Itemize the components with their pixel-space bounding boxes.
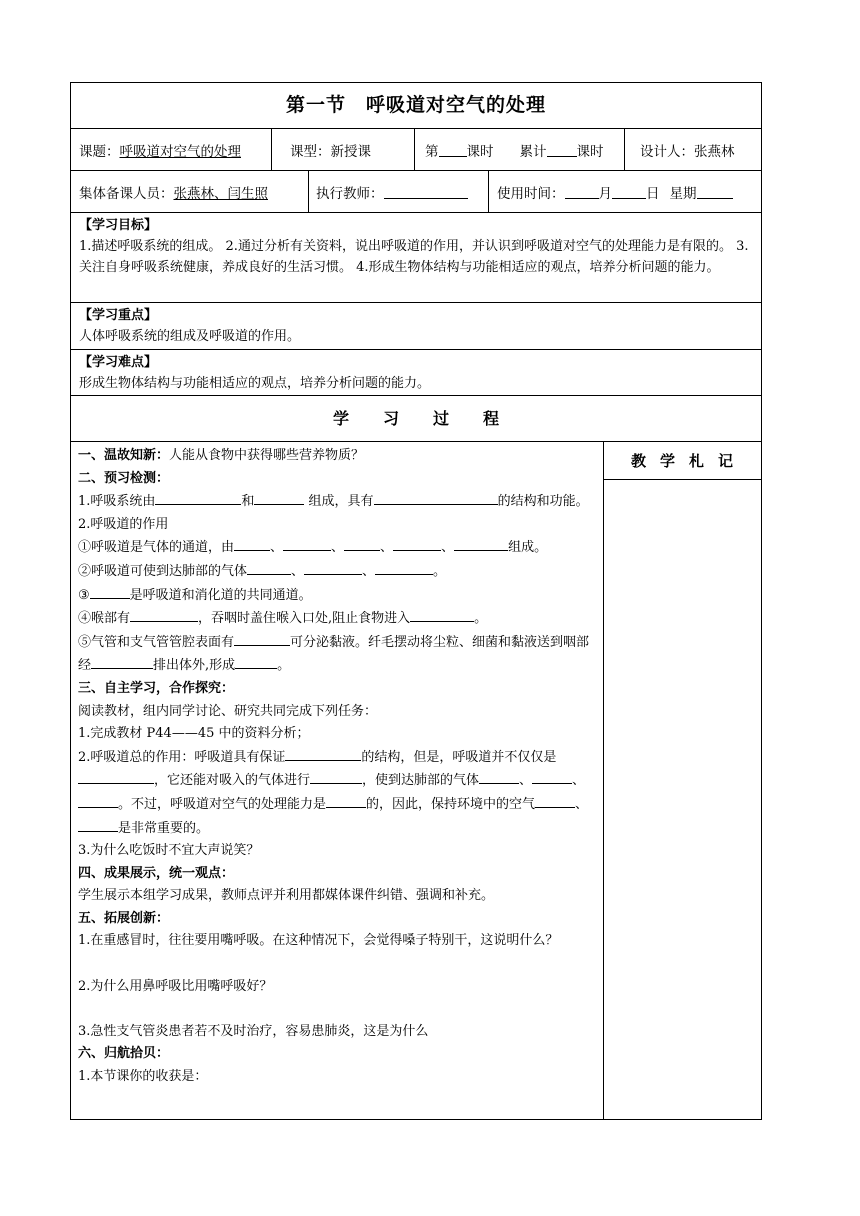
preview-heading: 二、预习检测： (78, 470, 170, 486)
collective-value: 张燕林、闫生照 (173, 185, 268, 202)
teacher-label: 执行教师： (316, 185, 384, 202)
collective-label: 集体备课人员： (79, 185, 174, 202)
key-points-section (71, 303, 761, 350)
explore-heading: 三、自主学习，合作探究： (78, 680, 235, 696)
difficulties-heading: 【学习难点】 (79, 355, 158, 370)
topic-cell (79, 129, 241, 170)
notes-title: 教学札记 (603, 442, 761, 480)
info-row-1 (71, 129, 761, 171)
objectives-text: 1.描述呼吸系统的组成。 2.通过分析有关资料，说出呼吸道的作用，并认识到呼吸道对空气的处理能力是有限的。 3. 关注自身呼吸系统健康，养成良好的生活习惯。 4.形成生物体结构与功能相适应的观点，培养分析问题的能力。 (79, 239, 749, 275)
lesson-type: 课型：新授课 (290, 143, 371, 160)
objectives-section (71, 213, 761, 303)
preview-q2-5: ⑤气管和支气管管腔表面有 可分泌黏液。纤毛摆动将尘粒、细菌和黏液送到咽部经 排出体外,形成 。 (78, 631, 597, 678)
lesson-count-prefix: 第 (425, 143, 439, 160)
extend-q3: 3.急性支气管炎患者若不及时治疗，容易患肺炎，这是为什么 (78, 1023, 429, 1039)
show-heading: 四、成果展示，统一观点： (78, 865, 235, 881)
day-label: 日 (646, 185, 660, 202)
explore-t2: 2.呼吸道总的作用：呼吸道具有保证 的结构，但是，呼吸道并不仅仅是，它还能对吸入的气体进行 ，使到达肺部的气体 、 、。不过，呼吸道对空气的处理能力是 的，因此，保持环境中的空气 、是非常重要的。 (78, 746, 597, 840)
preview-q2-1: ①呼吸道是气体的通道，由 、 、 、 、 组成。 (78, 536, 597, 560)
teacher-cell (316, 171, 468, 212)
designer: 设计人：张燕林 (640, 143, 735, 160)
process-body (71, 442, 761, 1119)
review-text: 人能从食物中获得哪些营养物质？ (169, 448, 365, 463)
teacher-blank (384, 184, 468, 199)
objectives-heading: 【学习目标】 (79, 218, 158, 233)
process-title-row (71, 396, 761, 442)
weekday-label: 星期 (669, 185, 697, 202)
title-row (71, 83, 761, 129)
collective-cell (79, 171, 268, 212)
review-heading: 一、温故知新： (78, 448, 170, 463)
lesson-plan-table (70, 82, 762, 1120)
summary-heading: 六、归航拾贝： (78, 1046, 170, 1062)
time-label: 使用时间： (497, 185, 565, 202)
explore-intro: 阅读教材，组内同学讨论、研究共同完成下列任务： (78, 703, 378, 719)
difficulties-text: 形成生物体结构与功能相适应的观点，培养分析问题的能力。 (79, 376, 431, 391)
key-points-text: 人体呼吸系统的组成及呼吸道的作用。 (79, 329, 301, 344)
process-title: 学习过程 (332, 409, 533, 428)
extend-heading: 五、拓展创新： (78, 910, 170, 926)
show-text: 学生展示本组学习成果，教师点评并利用都媒体课件纠错、强调和补充。 (78, 888, 495, 904)
month-label: 月 (598, 185, 612, 202)
lesson-count-blank (439, 142, 467, 157)
preview-q2-2: ②呼吸道可使到达肺部的气体 、 、 。 (78, 560, 597, 584)
info-row-2 (71, 171, 761, 213)
topic-value: 呼吸道对空气的处理 (119, 143, 241, 160)
time-cell (497, 171, 733, 212)
process-content (71, 442, 603, 1089)
topic-label: 课题： (79, 143, 120, 160)
extend-q2: 2.为什么用鼻呼吸比用嘴呼吸好？ (78, 978, 273, 994)
total-count-suffix: 课时 (576, 143, 604, 160)
total-count-prefix: 累计 (519, 143, 547, 160)
key-points-heading: 【学习重点】 (79, 308, 158, 323)
extend-q1: 1.在重感冒时，往往要用嘴呼吸。在这种情况下，会觉得嗓子特别干，这说明什么？ (78, 933, 559, 949)
lesson-count-cell (425, 129, 604, 170)
explore-t3: 3.为什么吃饭时不宜大声说笑？ (78, 843, 260, 859)
summary-q1: 1.本节课你的收获是： (78, 1069, 208, 1085)
preview-q1: 1.呼吸系统由 和 组成，具有 的结构和功能。 (78, 490, 597, 514)
page-title: 第一节 呼吸道对空气的处理 (285, 94, 546, 116)
preview-q2: 2.呼吸道的作用 (78, 516, 169, 532)
total-count-blank (547, 142, 577, 157)
preview-q2-4: ④喉部有 ，吞咽时盖住喉入口处,阻止食物进入 。 (78, 607, 597, 631)
preview-q2-3: ③ 是呼吸道和消化道的共同通道。 (78, 584, 597, 608)
explore-t1: 1.完成教材 P44——45 中的资料分析； (78, 726, 310, 742)
lesson-count-suffix: 课时 (466, 143, 494, 160)
difficulties-section (71, 350, 761, 396)
